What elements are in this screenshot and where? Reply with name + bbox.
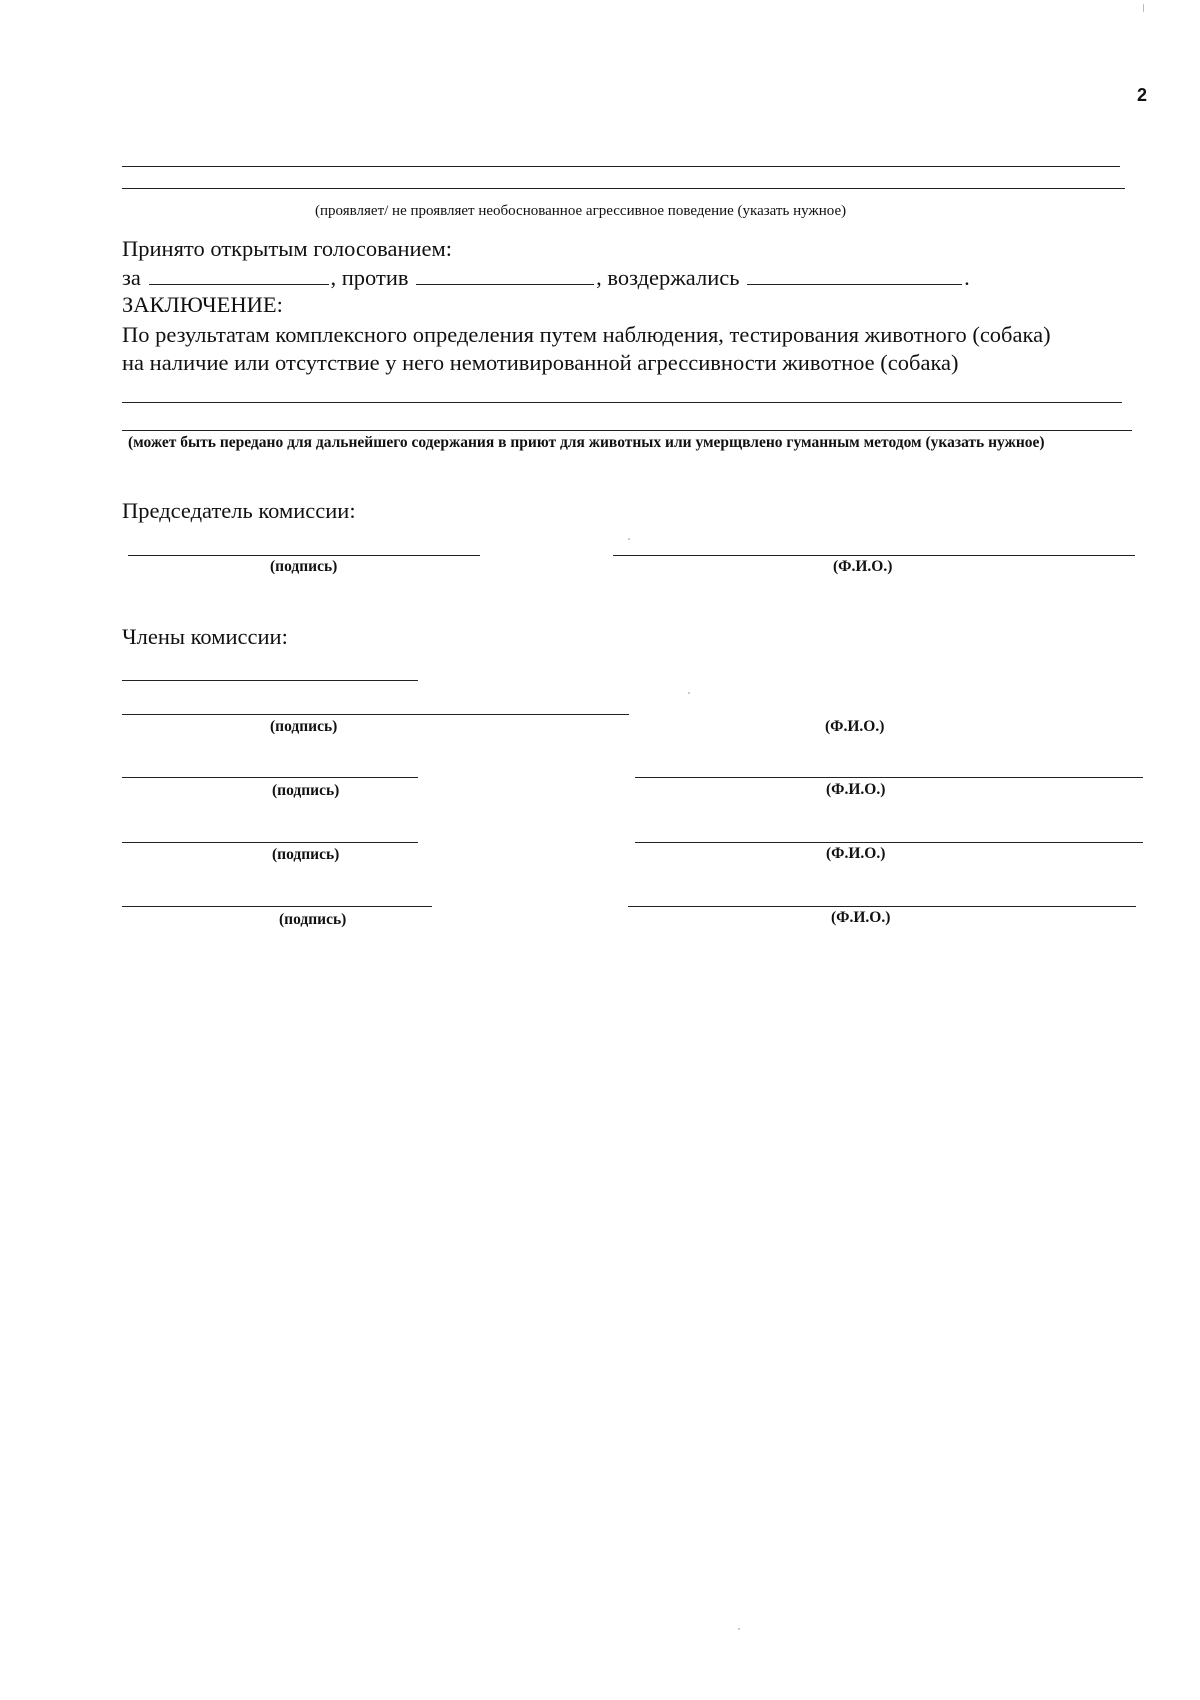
- member-3-name-caption: (Ф.И.О.): [826, 845, 886, 862]
- voting-end-punct: .: [964, 265, 970, 290]
- member-2-signature-line[interactable]: [122, 777, 418, 778]
- conclusion-heading: ЗАКЛЮЧЕНИЕ:: [122, 292, 283, 317]
- chairman-signature-caption: (подпись): [270, 558, 338, 575]
- member-3-signature-line[interactable]: [122, 842, 418, 843]
- member-3-name-line[interactable]: [635, 842, 1143, 843]
- behavior-blank-line-1: [122, 166, 1120, 167]
- conclusion-text-line-2: на наличие или отсутствие у него немотивированной агрессивности животное (собака): [122, 350, 959, 375]
- chairman-signature-line[interactable]: [128, 555, 480, 556]
- voting-abstained-blank[interactable]: [747, 266, 962, 285]
- member-1-name-caption: (Ф.И.О.): [825, 718, 885, 735]
- behavior-blank-line-2: [122, 188, 1125, 189]
- conclusion-caption: (может быть передано для дальнейшего содержания в приют для животных или умерщвлено гуманным методом (указать нужное): [128, 434, 1045, 451]
- member-4-name-caption: (Ф.И.О.): [831, 909, 891, 926]
- scan-speck: [688, 692, 690, 694]
- chairman-title: Председатель комиссии:: [122, 498, 356, 523]
- member-extra-line[interactable]: [122, 680, 418, 681]
- conclusion-blank-line-2: [122, 430, 1132, 431]
- member-3-signature-caption: (подпись): [272, 846, 340, 863]
- voting-against-label: , против: [330, 265, 409, 290]
- voting-abstained-label: , воздержались: [596, 265, 740, 290]
- scan-speck: [738, 1628, 740, 1630]
- voting-for-blank[interactable]: [149, 266, 329, 285]
- member-4-name-line[interactable]: [628, 906, 1136, 907]
- page-number: 2: [1137, 85, 1148, 105]
- scan-speck: [628, 538, 630, 540]
- chairman-name-line[interactable]: [613, 555, 1135, 556]
- members-title: Члены комиссии:: [122, 624, 288, 649]
- member-4-signature-caption: (подпись): [279, 911, 347, 928]
- member-4-signature-line[interactable]: [122, 906, 432, 907]
- conclusion-text-line-1: По результатам комплексного определения путем наблюдения, тестирования животного (собака): [122, 322, 1051, 347]
- voting-line: [122, 265, 970, 291]
- voting-title: Принято открытым голосованием:: [122, 236, 453, 261]
- chairman-name-caption: (Ф.И.О.): [833, 558, 893, 575]
- member-2-name-caption: (Ф.И.О.): [826, 781, 886, 798]
- voting-for-label: за: [122, 265, 141, 290]
- voting-against-blank[interactable]: [416, 266, 594, 285]
- scan-speck: [1143, 4, 1144, 12]
- member-1-signature-line[interactable]: [122, 714, 629, 715]
- member-2-name-line[interactable]: [635, 777, 1143, 778]
- member-1-signature-caption: (подпись): [270, 718, 338, 735]
- member-2-signature-caption: (подпись): [272, 782, 340, 799]
- behavior-caption: (проявляет/ не проявляет необоснованное агрессивное поведение (указать нужное): [315, 203, 847, 219]
- conclusion-blank-line-1: [122, 402, 1122, 403]
